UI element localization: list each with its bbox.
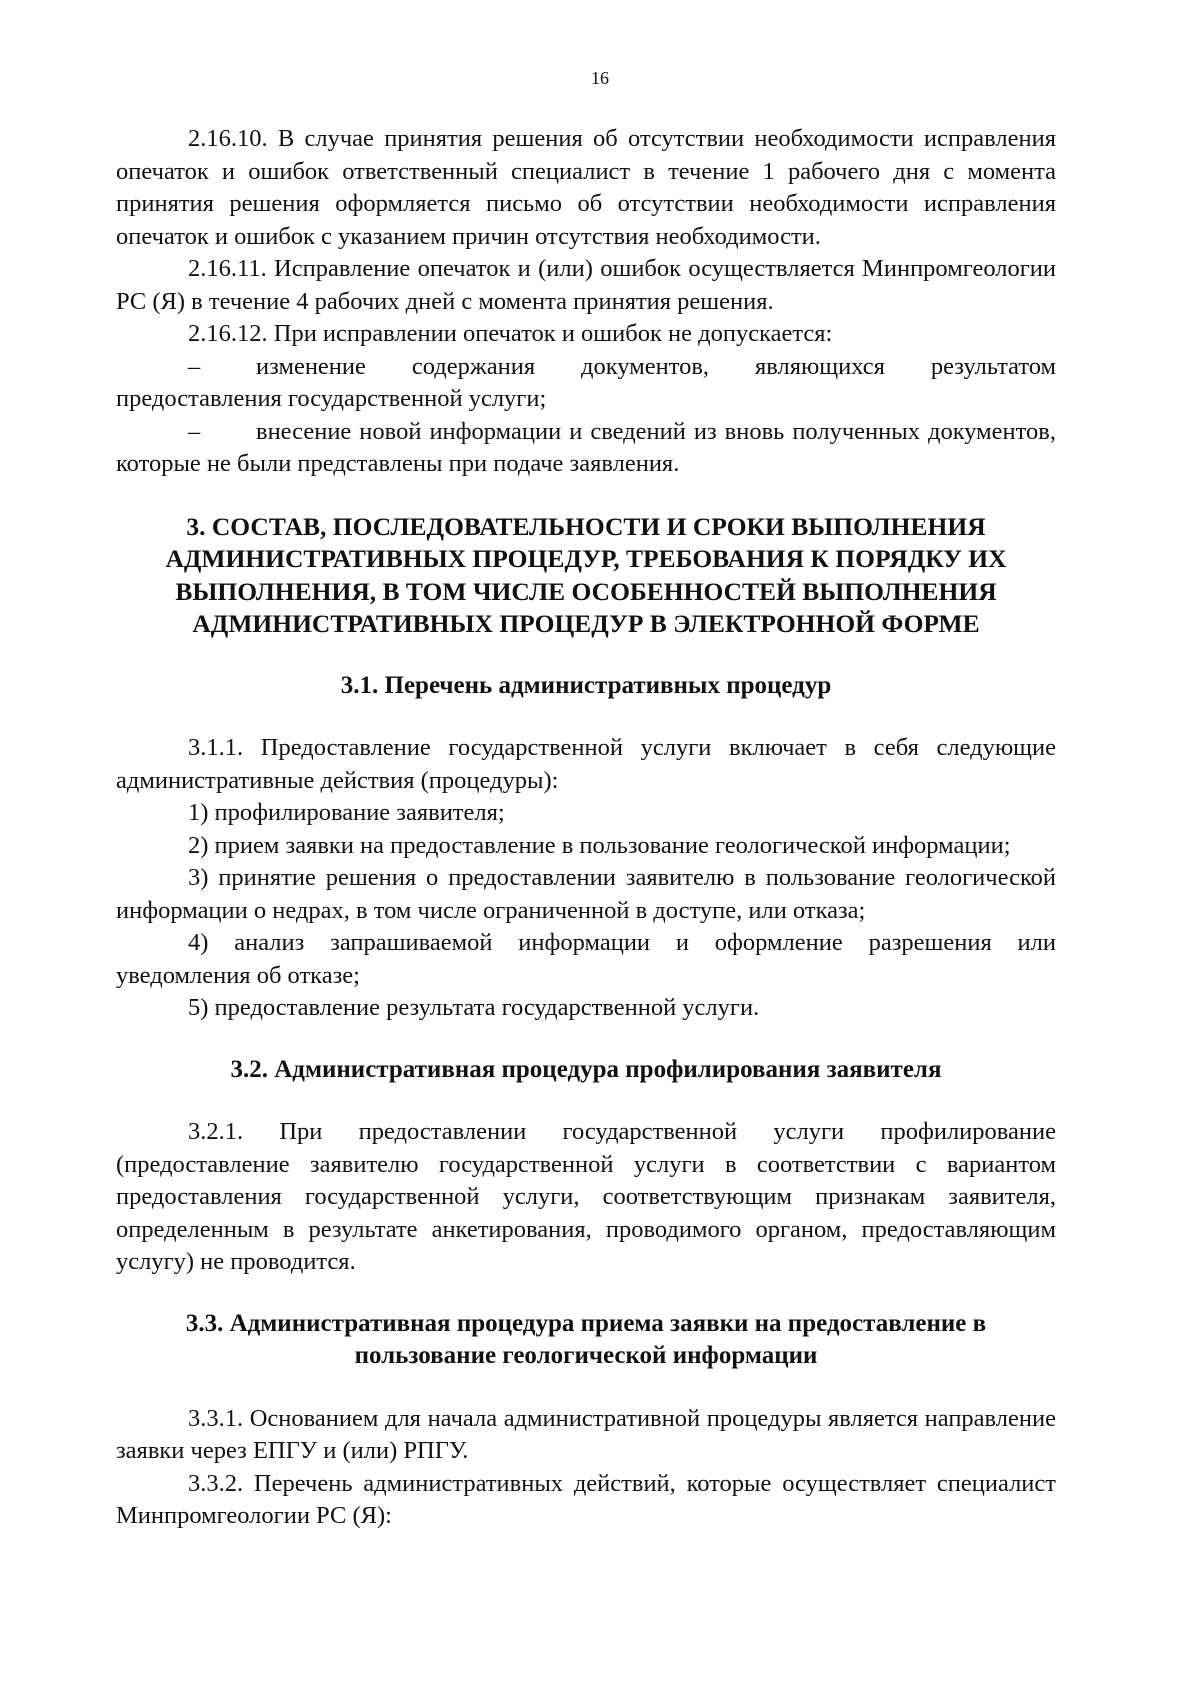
list-item: 4) анализ запрашиваемой информации и оформление разрешения или уведомления об отказе; [116, 929, 1056, 989]
dash-item-text: изменение содержания документов, являющихся результатом предоставления государственной услуги; [116, 352, 1056, 412]
page-number: 16 [591, 68, 609, 88]
section-3-title-line: АДМИНИСТРАТИВНЫХ ПРОЦЕДУР В ЭЛЕКТРОННОЙ ФОРМЕ [192, 609, 980, 638]
paragraph-3-3-2: 3.3.2. Перечень административных действий, которые осуществляет специалист Минпромгеологии РС (Я): [116, 1469, 1056, 1529]
subsection-3-3-title [116, 1308, 1056, 1373]
paragraph-3-2-1: 3.2.1. При предоставлении государственной услуги профилирование (предоставление заявителю государственной услуги в соответствии с вариантом предоставления государственной услуги, соответствующим признакам заявителя, определенным в результате анкетирования, проводимого органом, предоставляющим услугу) не проводится. [116, 1118, 1056, 1275]
dash-marker: – [188, 352, 201, 380]
paragraph-2-16-11: 2.16.11. Исправление опечаток и (или) ошибок осуществляется Минпромгеологии РС (Я) в течение 4 рабочих дней с момента принятия решения. [116, 255, 1056, 315]
list-item: 3) принятие решения о предоставлении заявителю в пользование геологической информации о недрах, в том числе ограниченной в доступе, или отказа; [116, 864, 1056, 924]
paragraph-2-16-12: 2.16.12. При исправлении опечаток и ошибок не допускается: [188, 320, 833, 347]
subsection-3-3-title-line: пользование геологической информации [354, 1342, 818, 1369]
list-item: 1) профилирование заявителя; [188, 799, 505, 826]
dash-item [116, 416, 1056, 481]
page-content [116, 123, 1056, 1533]
section-3-title-line: 3. СОСТАВ, ПОСЛЕДОВАТЕЛЬНОСТИ И СРОКИ ВЫПОЛНЕНИЯ [186, 511, 986, 541]
list-item: 5) предоставление результата государственной услуги. [188, 994, 760, 1021]
section-3-title-line: АДМИНИСТРАТИВНЫХ ПРОЦЕДУР, ТРЕБОВАНИЯ К ПОРЯДКУ ИХ [165, 544, 1007, 573]
subsection-3-3-title-line: 3.3. Административная процедура приема заявки на предоставление в [185, 1309, 987, 1337]
paragraph-3-3-1: 3.3.1. Основанием для начала административной процедуры является направление заявки через ЕПГУ и (или) РПГУ. [116, 1404, 1056, 1464]
subsection-3-2-title: 3.2. Административная процедура профилирования заявителя [230, 1055, 942, 1083]
paragraph-3-1-1: 3.1.1. Предоставление государственной услуги включает в себя следующие административные действия (процедуры): [116, 734, 1056, 794]
section-3-title [116, 511, 1056, 641]
subsection-3-1-title: 3.1. Перечень административных процедур [340, 671, 832, 699]
section-3-title-line: ВЫПОЛНЕНИЯ, В ТОМ ЧИСЛЕ ОСОБЕННОСТЕЙ ВЫПОЛНЕНИЯ [175, 576, 997, 606]
dash-marker: – [188, 417, 201, 445]
dash-item-text: внесение новой информации и сведений из вновь полученных документов, которые не были представлены при подаче заявления. [116, 417, 1056, 477]
paragraph-2-16-10: 2.16.10. В случае принятия решения об отсутствии необходимости исправления опечаток и ошибок ответственный специалист в течение 1 рабочего дня с момента принятия решения оформляется письмо об отсутствии необходимости исправления опечаток и ошибок с указанием причин отсутствия необходимости. [116, 125, 1056, 250]
list-item: 2) прием заявки на предоставление в пользование геологической информации; [188, 831, 1011, 859]
dash-item [116, 351, 1056, 416]
